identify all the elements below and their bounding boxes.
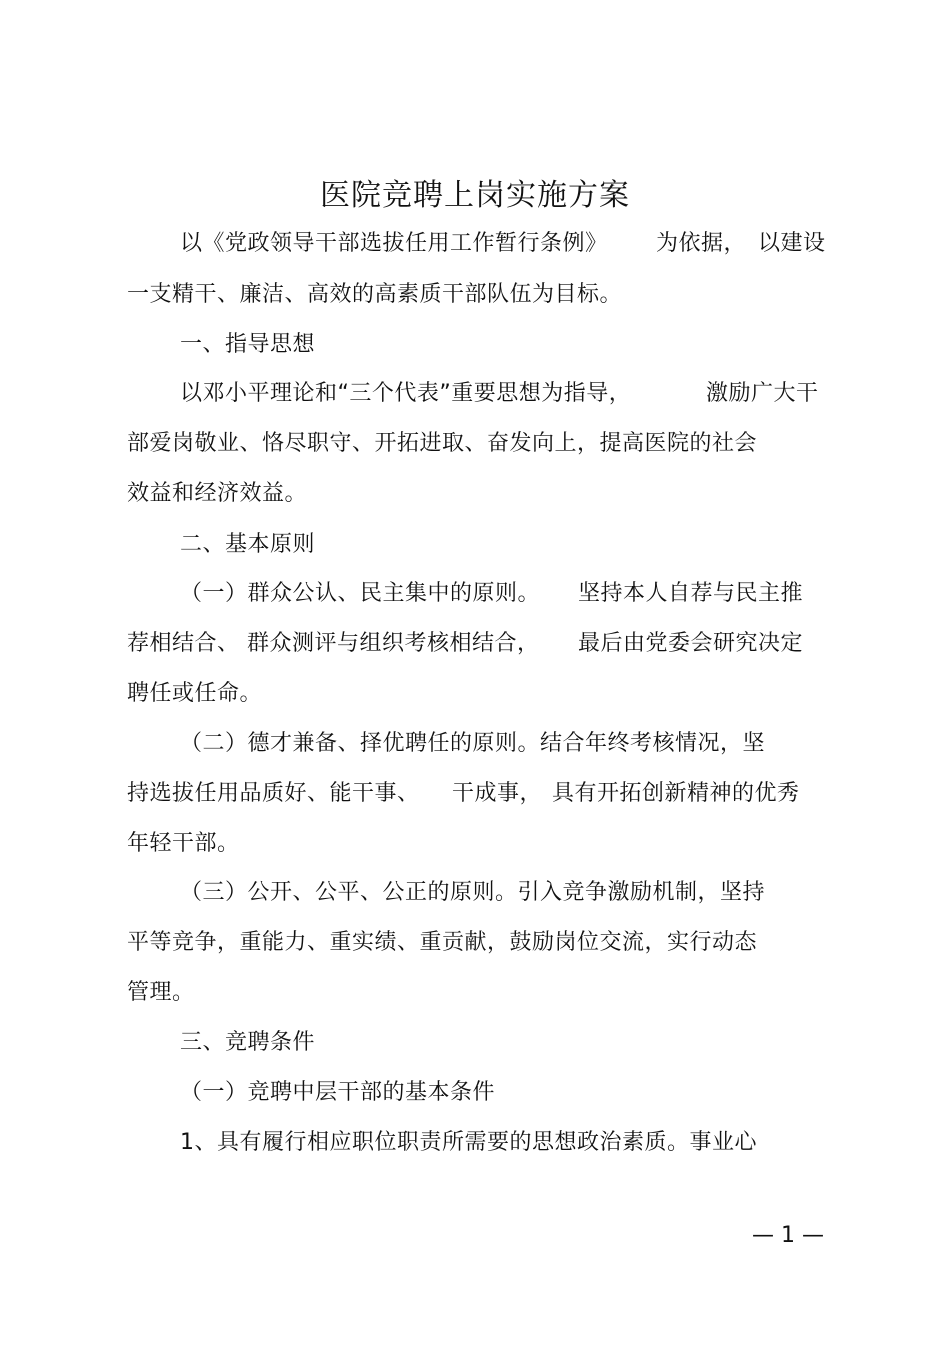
subsection-heading: （一）竞聘中层干部的基本条件 (180, 1080, 496, 1105)
text-line: 荐相结合、 群众测评与组织考核相结合， (127, 631, 540, 656)
text-line: 为依据， (656, 231, 747, 256)
text-line: 激励广大干 (706, 381, 819, 406)
text-line: 平等竞争，重能力、重实绩、重贡献，鼓励岗位交流，实行动态 (127, 930, 758, 955)
text-line: 聘任或任命。 (127, 681, 263, 706)
document-title: 医院竞聘上岗实施方案 (320, 178, 630, 213)
text-line: 一支精干、廉洁、高效的高素质干部队伍为目标。 (127, 282, 623, 307)
text-line: （三）公开、公平、公正的原则。引入竞争激励机制，坚持 (180, 880, 766, 905)
section-heading: 一、指导思想 (180, 332, 316, 357)
section-heading: 二、基本原则 (180, 532, 316, 557)
text-line: 1、具有履行相应职位职责所需要的思想政治素质。事业心 (180, 1130, 757, 1155)
text-line: （一）群众公认、民主集中的原则。 (180, 581, 541, 606)
text-line: （二）德才兼备、择优聘任的原则。结合年终考核情况，坚 (180, 731, 766, 756)
text-line: 干成事， (452, 781, 543, 806)
page-number: — 1 — (752, 1223, 824, 1248)
text-line: 以建设 (758, 231, 826, 256)
text-line: 年轻干部。 (127, 831, 240, 856)
text-line: 持选拔任用品质好、能干事、 (127, 781, 420, 806)
text-line: 管理。 (127, 980, 195, 1005)
text-line: 坚持本人自荐与民主推 (578, 581, 804, 606)
text-line: 部爱岗敬业、恪尽职守、开拓进取、奋发向上，提高医院的社会 (127, 431, 758, 456)
text-line: 效益和经济效益。 (127, 481, 308, 506)
text-line: 最后由党委会研究决定 (578, 631, 804, 656)
text-line: 以邓小平理论和“三个代表”重要思想为指导， (180, 381, 632, 406)
section-heading: 三、竞聘条件 (180, 1030, 316, 1055)
text-line: 以《党政领导干部选拔任用工作暂行条例》 (180, 231, 608, 256)
text-line: 具有开拓创新精神的优秀 (552, 781, 800, 806)
